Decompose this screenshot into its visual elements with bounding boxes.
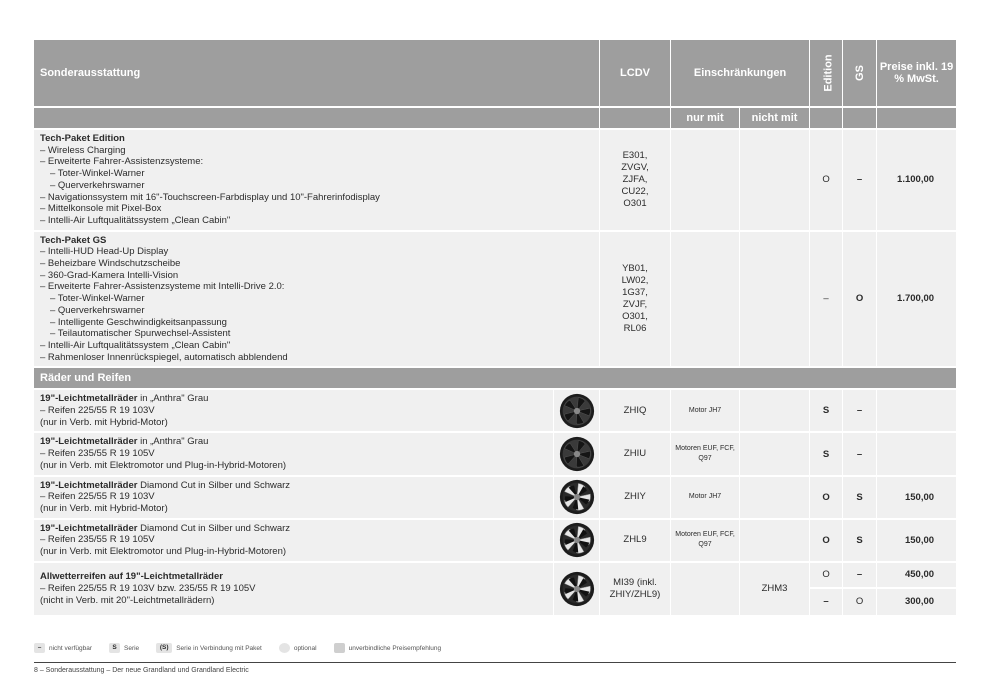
edition-cell-bottom: – xyxy=(823,596,829,608)
wheel-rim-icon xyxy=(559,571,595,607)
allwetter-row xyxy=(34,561,956,615)
gs-cell: – xyxy=(843,128,877,230)
edition-cell xyxy=(810,561,843,615)
wheel-title-rest: in „Anthra" Grau xyxy=(137,393,209,405)
wheel-description xyxy=(34,431,554,474)
wheel-title xyxy=(40,480,547,492)
lcdv-code: RL06 xyxy=(623,322,647,334)
header-lcdv: LCDV xyxy=(600,40,671,106)
lcdv-code: ZHIY/ZHL9) xyxy=(609,588,661,600)
package-feature-line: – Erweiterte Fahrer-Assistenzsysteme mit Intelli-Drive 2.0: xyxy=(40,281,285,293)
allwetter-detail-line: (nicht in Verb. mit 20"-Leichtmetallrädern) xyxy=(40,594,215,606)
lcdv-code: E301, xyxy=(622,149,648,161)
legend-price-label: unverbindliche Preisempfehlung xyxy=(348,644,442,652)
wheel-rim-icon xyxy=(559,479,595,515)
legend-s-label: Serie xyxy=(124,644,140,652)
wheel-detail-line: – Reifen 225/55 R 19 103V xyxy=(40,491,155,503)
package-feature-line: – Toter-Winkel-Warner xyxy=(50,168,145,180)
table-header-row xyxy=(34,40,956,106)
subheader-blank xyxy=(843,106,877,128)
options-table-wrapper xyxy=(34,40,956,615)
edition-cell: S xyxy=(810,388,843,431)
package-description xyxy=(34,230,600,367)
nur-mit-cell xyxy=(671,230,740,367)
lcdv-cell: ZHIU xyxy=(600,431,671,474)
wheel-row xyxy=(34,475,956,518)
gs-cell xyxy=(843,561,877,615)
legend xyxy=(34,643,441,653)
wheel-description xyxy=(34,388,554,431)
package-feature-line: – 360-Grad-Kamera Intelli-Vision xyxy=(40,269,179,281)
package-feature-line: – Teilautomatischer Spurwechsel-Assistent xyxy=(50,328,231,340)
lcdv-code: YB01, xyxy=(622,262,648,274)
gs-cell-bottom: O xyxy=(855,596,864,608)
package-feature-line: – Intelli-Air Luftqualitätssystem „Clean Cabin" xyxy=(40,339,231,351)
allwetter-title: Allwetterreifen auf 19"-Leichtmetallräder xyxy=(40,571,223,583)
footer-divider xyxy=(34,662,956,663)
wheel-title-rest: in „Anthra" Grau xyxy=(137,436,209,448)
wheel-rim-icon xyxy=(559,522,595,558)
wheel-description xyxy=(34,475,554,518)
package-feature-line: – Intelli-HUD Head-Up Display xyxy=(40,246,169,258)
gs-cell-top: – xyxy=(843,563,876,589)
package-feature-line: – Erweiterte Fahrer-Assistenzsysteme: xyxy=(40,156,204,168)
nicht-mit-cell xyxy=(740,388,810,431)
nur-mit-cell: Motor JH7 xyxy=(671,475,740,518)
package-row xyxy=(34,230,956,367)
header-price: Preise inkl. 19 % MwSt. xyxy=(877,40,956,106)
lcdv-code: ZVJF, xyxy=(622,298,648,310)
lcdv-cell: ZHL9 xyxy=(600,518,671,561)
wheel-row xyxy=(34,388,956,431)
wheel-description xyxy=(34,518,554,561)
edition-cell: O xyxy=(810,128,843,230)
wheel-row xyxy=(34,431,956,474)
gs-cell: O xyxy=(843,230,877,367)
edition-cell: O xyxy=(810,518,843,561)
legend-ps-label: Serie in Verbindung mit Paket xyxy=(176,644,262,652)
nicht-mit-cell xyxy=(740,128,810,230)
wheel-rim-icon xyxy=(559,436,595,472)
lcdv-cell xyxy=(600,230,671,367)
subheader-nicht-mit: nicht mit xyxy=(740,106,810,128)
wheel-detail-line: (nur in Verb. mit Hybrid-Motor) xyxy=(40,502,168,514)
nur-mit-cell: Motoren EUF, FCF, Q97 xyxy=(671,518,740,561)
wheel-title xyxy=(40,393,547,405)
edition-cell-top: O xyxy=(810,563,842,589)
wheel-detail-line: (nur in Verb. mit Elektromotor und Plug-in-Hybrid-Motoren) xyxy=(40,459,287,471)
price-cell xyxy=(877,561,956,615)
price-cell: 1.100,00 xyxy=(877,128,956,230)
subheader-blank xyxy=(877,106,956,128)
wheel-detail-line: – Reifen 235/55 R 19 105V xyxy=(40,534,155,546)
package-row xyxy=(34,128,956,230)
wheel-detail-line: (nur in Verb. mit Hybrid-Motor) xyxy=(40,416,168,428)
table-subheader-row xyxy=(34,106,956,128)
price-cell: 1.700,00 xyxy=(877,230,956,367)
price-cell: 150,00 xyxy=(877,518,956,561)
lcdv-code: LW02, xyxy=(621,274,649,286)
nicht-mit-cell xyxy=(740,230,810,367)
nicht-mit-cell xyxy=(740,475,810,518)
legend-price-box-icon xyxy=(334,643,345,653)
price-cell-top: 450,00 xyxy=(877,563,956,589)
lcdv-cell xyxy=(600,128,671,230)
lcdv-code: MI39 (inkl. xyxy=(613,576,657,588)
nur-mit-cell: Motoren EUF, FCF, Q97 xyxy=(671,431,740,474)
header-edition: Edition xyxy=(810,40,843,106)
options-table xyxy=(34,40,956,615)
nur-mit-cell: Motor JH7 xyxy=(671,388,740,431)
price-cell-bottom: 300,00 xyxy=(904,596,935,608)
wheel-image-cell xyxy=(554,561,600,615)
gs-cell: – xyxy=(843,431,877,474)
header-sonderausstattung: Sonderausstattung xyxy=(34,40,600,106)
wheel-title-bold: 19"-Leichtmetallräder xyxy=(40,479,138,491)
header-einschraenkungen: Einschränkungen xyxy=(671,40,810,106)
gs-cell: S xyxy=(843,475,877,518)
legend-optional-icon xyxy=(279,643,290,653)
package-title: Tech-Paket Edition xyxy=(40,133,125,144)
table-body xyxy=(34,128,956,615)
package-feature-line: – Rahmenloser Innenrückspiegel, automatisch abblendend xyxy=(40,351,288,363)
header-gs: GS xyxy=(843,40,877,106)
lcdv-code: O301, xyxy=(622,310,648,322)
package-feature-line: – Querverkehrswarner xyxy=(50,179,145,191)
wheel-title-bold: 19"-Leichtmetallräder xyxy=(40,436,138,448)
price-cell xyxy=(877,388,956,431)
package-title: Tech-Paket GS xyxy=(40,234,107,246)
lcdv-cell: ZHIQ xyxy=(600,388,671,431)
wheel-detail-line: – Reifen 235/55 R 19 105V xyxy=(40,448,155,460)
legend-optional-label: optional xyxy=(293,644,317,652)
wheel-title xyxy=(40,436,547,448)
lcdv-code: ZJFA, xyxy=(622,173,648,185)
price-cell: 150,00 xyxy=(877,475,956,518)
package-feature-line: – Mittelkonsole mit Pixel-Box xyxy=(40,203,162,215)
wheel-image-cell xyxy=(554,475,600,518)
section-title: Räder und Reifen xyxy=(34,366,956,388)
nicht-mit-cell: ZHM3 xyxy=(740,561,810,615)
footer-text: 8 – Sonderausstattung – Der neue Grandland und Grandland Electric xyxy=(34,667,249,674)
package-feature-line: – Querverkehrswarner xyxy=(50,304,145,316)
package-feature-line: – Intelli-Air Luftqualitätssystem „Clean Cabin" xyxy=(40,214,231,226)
legend-dash-label: nicht verfügbar xyxy=(49,644,92,652)
subheader-nur-mit: nur mit xyxy=(671,106,740,128)
package-feature-line: – Intelligente Geschwindigkeitsanpassung xyxy=(50,316,227,328)
nicht-mit-cell xyxy=(740,518,810,561)
legend-s-symbol: S xyxy=(109,643,120,653)
lcdv-code: CU22, xyxy=(621,185,649,197)
wheel-title-bold: 19"-Leichtmetallräder xyxy=(40,522,138,534)
nur-mit-cell xyxy=(671,561,740,615)
subheader-blank xyxy=(810,106,843,128)
edition-cell: S xyxy=(810,431,843,474)
wheel-rim-icon xyxy=(559,393,595,429)
package-feature-line: – Navigationssystem mit 16"-Touchscreen-Farbdisplay und 10"-Fahrerinfodisplay xyxy=(40,191,380,203)
lcdv-code: O301 xyxy=(623,197,647,209)
edition-cell: O xyxy=(810,475,843,518)
section-header-row xyxy=(34,366,956,388)
gs-cell: – xyxy=(843,388,877,431)
lcdv-cell xyxy=(600,561,671,615)
nicht-mit-cell xyxy=(740,431,810,474)
lcdv-code: ZVGV, xyxy=(621,161,649,173)
wheel-image-cell xyxy=(554,431,600,474)
wheel-title-rest: Diamond Cut in Silber und Schwarz xyxy=(137,479,291,491)
lcdv-cell: ZHIY xyxy=(600,475,671,518)
allwetter-description xyxy=(34,561,554,615)
wheel-title-rest: Diamond Cut in Silber und Schwarz xyxy=(137,522,291,534)
allwetter-detail-line: – Reifen 225/55 R 19 103V bzw. 235/55 R 19 105V xyxy=(40,582,256,594)
wheel-detail-line: – Reifen 225/55 R 19 103V xyxy=(40,405,155,417)
package-feature-line: – Toter-Winkel-Warner xyxy=(50,293,145,305)
gs-cell: S xyxy=(843,518,877,561)
edition-cell: – xyxy=(810,230,843,367)
legend-ps-symbol: (S) xyxy=(156,643,172,653)
subheader-blank xyxy=(600,106,671,128)
nur-mit-cell xyxy=(671,128,740,230)
subheader-blank xyxy=(34,106,600,128)
package-feature-line: – Beheizbare Windschutzscheibe xyxy=(40,258,181,270)
wheel-detail-line: (nur in Verb. mit Elektromotor und Plug-in-Hybrid-Motoren) xyxy=(40,546,287,558)
package-description xyxy=(34,128,600,230)
lcdv-code: 1G37, xyxy=(622,286,648,298)
legend-dash-symbol: – xyxy=(34,643,45,653)
wheel-image-cell xyxy=(554,518,600,561)
price-cell xyxy=(877,431,956,474)
wheel-image-cell xyxy=(554,388,600,431)
wheel-title-bold: 19"-Leichtmetallräder xyxy=(40,393,138,405)
wheel-row xyxy=(34,518,956,561)
package-feature-line: – Wireless Charging xyxy=(40,144,126,156)
wheel-title xyxy=(40,523,547,535)
